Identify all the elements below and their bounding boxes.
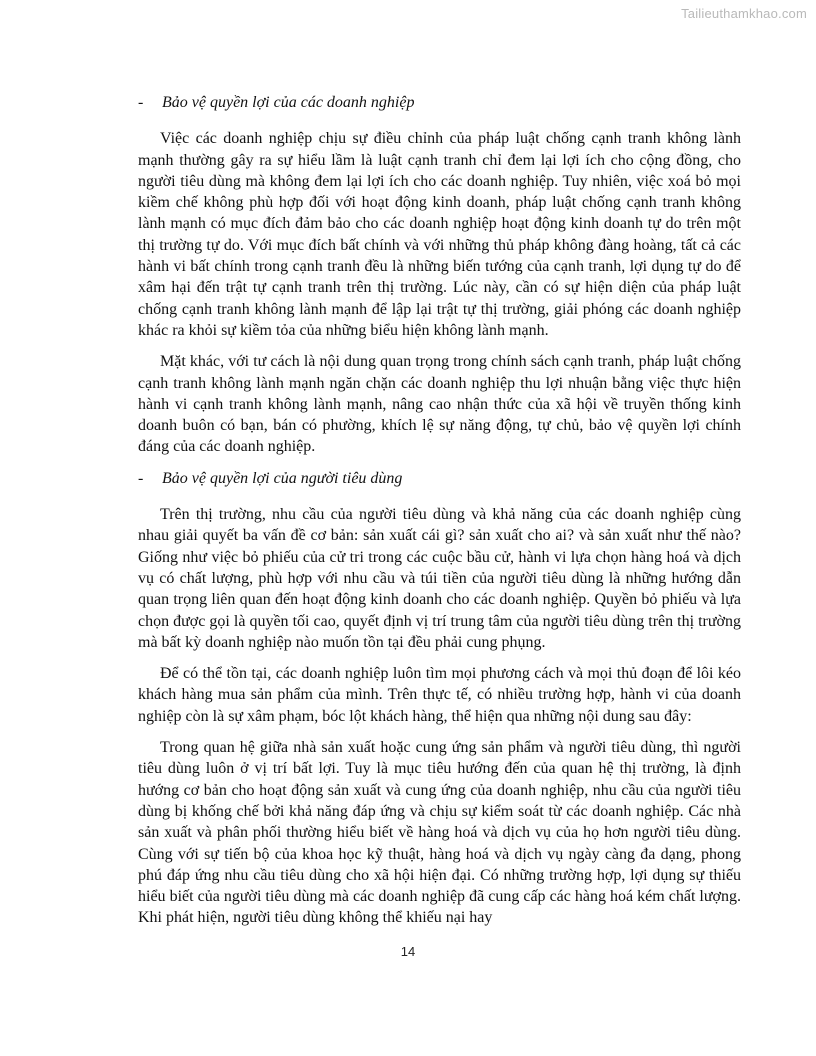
section-heading-consumers xyxy=(138,468,741,489)
paragraph: Mặt khác, với tư cách là nội dung quan trọng trong chính sách cạnh tranh, pháp luật chống cạnh tranh không lành mạnh ngăn chặn các doanh nghiệp thu lợi nhuận bằng việc thực hiện hành vi cạnh tranh không lành mạnh, nâng cao nhận thức của xã hội về truyền thống kinh doanh buôn có bạn, bán có phường, khích lệ sự năng động, tự chủ, bảo vệ quyền lợi chính đáng của các doanh nghiệp. xyxy=(138,353,741,456)
bullet-dash: - xyxy=(138,94,144,111)
watermark-text: Tailieuthamkhao.com xyxy=(681,6,807,21)
bullet-dash: - xyxy=(138,469,144,487)
section-heading-businesses xyxy=(138,92,741,113)
page-number: 14 xyxy=(400,944,416,959)
paragraph: Việc các doanh nghiệp chịu sự điều chỉnh của pháp luật chống cạnh tranh không lành mạnh thường gây ra sự hiểu lầm là luật cạnh tranh chỉ đem lại lợi ích cho cộng đồng, cho người tiêu dùng mà không đem lại lợi ích cho các doanh nghiệp. Tuy nhiên, việc xoá bỏ mọi kiềm chế không phù hợp đối với hoạt động kinh doanh, pháp luật chống cạnh tranh không lành mạnh có mục đích đảm bảo cho các doanh nghiệp hoạt động kinh doanh tự do trên một thị trường tự do. Với mục đích bất chính và với những thủ pháp không đàng hoàng, tất cả các hành vi bất chính trong cạnh tranh đều là những biến tướng của cạnh tranh, lợi dụng tự do để xâm hại đến trật tự cạnh tranh trên thị trường. Lúc này, cần có sự hiện diện của pháp luật chống cạnh tranh không lành mạnh để lập lại trật tự thị trường, giải phóng các doanh nghiệp khác ra khỏi sự kiềm tỏa của những biểu hiện không lành mạnh. xyxy=(138,130,741,339)
document-body xyxy=(138,92,741,939)
paragraph: Trong quan hệ giữa nhà sản xuất hoặc cung ứng sản phẩm và người tiêu dùng, thì người tiêu dùng luôn ở vị trí bất lợi. Tuy là mục tiêu hướng đến của quan hệ thị trường, là định hướng cơ bản cho hoạt động sản xuất và cung ứng của doanh nghiệp, nhu cầu của người tiêu dùng bị khống chế bởi khả năng đáp ứng và chịu sự kiểm soát từ các doanh nghiệp. Các nhà sản xuất và phân phối thường hiểu biết về hàng hoá và dịch vụ của họ hơn người tiêu dùng. Cùng với sự tiến bộ của khoa học kỹ thuật, hàng hoá và dịch vụ ngày càng đa dạng, phong phú đáp ứng nhu cầu tiêu dùng cho xã hội hiện đại. Có những trường hợp, lợi dụng sự thiếu hiểu biết của người tiêu dùng mà các doanh nghiệp đã cung cấp các hàng hoá kém chất lượng. Khi phát hiện, người tiêu dùng không thể khiếu nại hay xyxy=(138,739,741,927)
heading-text: Bảo vệ quyền lợi của các doanh nghiệp xyxy=(162,94,415,111)
paragraph: Trên thị trường, nhu cầu của người tiêu dùng và khả năng của các doanh nghiệp cùng nhau giải quyết ba vấn đề cơ bản: sản xuất cái gì? sản xuất cho ai? và sản xuất như thế nào? Giống như việc bỏ phiếu của cử tri trong các cuộc bầu cử, hành vi lựa chọn hàng hoá và dịch vụ có chất lượng, phù hợp với nhu cầu và túi tiền của người tiêu dùng là những hướng dẫn quan trọng liên quan đến hoạt động kinh doanh cho các doanh nghiệp. Quyền bỏ phiếu và lựa chọn được gọi là quyền tối cao, quyết định vị trí trung tâm của người tiêu dùng trên thị trường mà bất kỳ doanh nghiệp nào muốn tồn tại đều phải cung phụng. xyxy=(138,506,741,651)
heading-text: Bảo vệ quyền lợi của người tiêu dùng xyxy=(162,469,403,487)
paragraph: Để có thể tồn tại, các doanh nghiệp luôn tìm mọi phương cách và mọi thủ đoạn để lôi kéo khách hàng mua sản phẩm của mình. Trên thực tế, có nhiều trường hợp, hành vi của doanh nghiệp còn là sự xâm phạm, bóc lột khách hàng, thể hiện qua những nội dung sau đây: xyxy=(138,665,741,725)
